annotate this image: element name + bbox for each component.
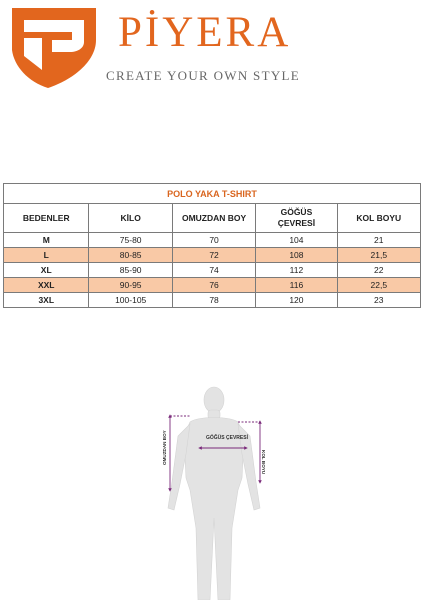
column-header-shoulder-length: OMUZDAN BOY — [172, 204, 255, 233]
table-row — [4, 263, 421, 278]
column-header-sleeve-length: KOL BOYU — [337, 204, 420, 233]
size-chart-table — [3, 183, 421, 308]
shoulder-cell: 72 — [172, 248, 255, 263]
size-cell: XXL — [4, 278, 89, 293]
piyera-logo-icon — [10, 4, 98, 90]
table-row — [4, 293, 421, 308]
brand-tagline: CREATE YOUR OWN STYLE — [106, 68, 301, 83]
column-header-weight: KİLO — [89, 204, 172, 233]
size-cell: 3XL — [4, 293, 89, 308]
chest-circumference-label: GÖĞÜS ÇEVRESİ — [206, 435, 248, 441]
sleeve-cell: 21 — [337, 233, 420, 248]
weight-cell: 90-95 — [89, 278, 172, 293]
table-row — [4, 248, 421, 263]
chest-cell: 104 — [256, 233, 337, 248]
chest-cell: 120 — [256, 293, 337, 308]
column-header-sizes: BEDENLER — [4, 204, 89, 233]
sleeve-cell: 22 — [337, 263, 420, 278]
table-title: POLO YAKA T-SHIRT — [4, 184, 421, 204]
shoulder-cell: 78 — [172, 293, 255, 308]
chest-cell: 108 — [256, 248, 337, 263]
chest-cell: 116 — [256, 278, 337, 293]
body-measurement-figure — [150, 378, 280, 600]
chest-header-text: GÖĞÜS ÇEVRESİ — [277, 207, 316, 228]
column-header-chest — [256, 204, 337, 233]
weight-cell: 80-85 — [89, 248, 172, 263]
brand-name: PİYERA — [118, 9, 292, 56]
shoulder-length-label: OMUZDAN BOY — [162, 430, 167, 465]
weight-cell: 75-80 — [89, 233, 172, 248]
weight-cell: 100-105 — [89, 293, 172, 308]
human-silhouette — [168, 387, 260, 600]
shoulder-cell: 70 — [172, 233, 255, 248]
size-cell: M — [4, 233, 89, 248]
table-header-row — [4, 204, 421, 233]
sleeve-length-label: KOL BOYU — [261, 450, 266, 475]
sleeve-cell: 23 — [337, 293, 420, 308]
weight-cell: 85-90 — [89, 263, 172, 278]
shoulder-cell: 76 — [172, 278, 255, 293]
chest-cell: 112 — [256, 263, 337, 278]
table-row — [4, 278, 421, 293]
size-cell: L — [4, 248, 89, 263]
table-row — [4, 233, 421, 248]
size-cell: XL — [4, 263, 89, 278]
sleeve-cell: 22,5 — [337, 278, 420, 293]
sleeve-cell: 21,5 — [337, 248, 420, 263]
shoulder-cell: 74 — [172, 263, 255, 278]
